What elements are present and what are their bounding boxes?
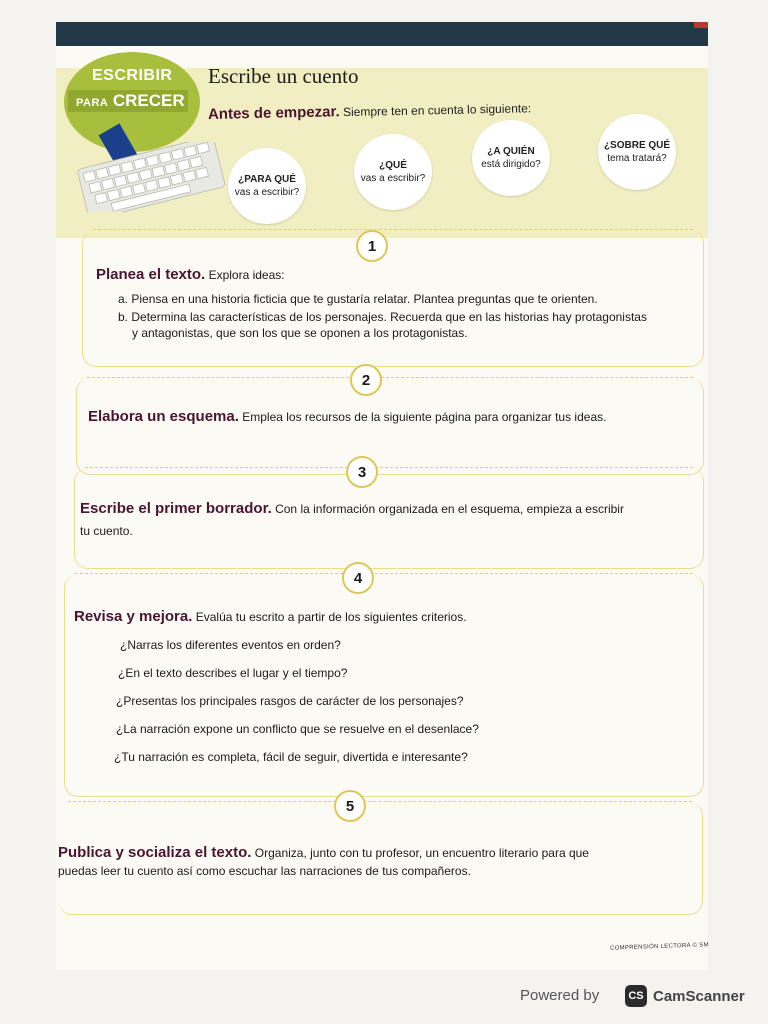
step-2-text: Emplea los recursos de la siguiente página para organizar tus ideas.: [242, 410, 607, 424]
step-1-item-a-text: Piensa en una historia ficticia que te gustaría relatar. Plantea preguntas que te orienten.: [131, 292, 598, 306]
bubble-a-quien: [472, 120, 550, 196]
criterion-5: ¿Tu narración es completa, fácil de seguir, divertida e interesante?: [114, 750, 468, 764]
step-5-heading: [58, 844, 589, 861]
worksheet-page: [56, 22, 708, 970]
step-1-title: Planea el texto.: [96, 266, 206, 283]
bubble-que: [354, 134, 432, 210]
step-3-title: Escribe el primer borrador.: [80, 500, 272, 517]
intro-lead: Antes de empezar.: [207, 103, 340, 123]
section-4-divider: [75, 573, 693, 574]
bubble-1-text: vas a escribir?: [234, 187, 300, 198]
step-3-text-cont: tu cuento.: [80, 524, 133, 538]
step-4-heading: [74, 608, 467, 625]
step-4-title: Revisa y mejora.: [74, 608, 193, 625]
top-bar: [56, 22, 708, 46]
badge-line1: ESCRIBIR: [92, 67, 173, 84]
step-2-title: Elabora un esquema.: [88, 408, 239, 425]
badge-crecer: CRECER: [112, 91, 185, 110]
intro-text: Siempre ten en cuenta lo siguiente:: [342, 101, 532, 120]
step-1-item-b-text: Determina las características de los personajes. Recuerda que en las historias hay protagonistas: [131, 310, 647, 324]
bubble-3-bold: ¿A QUIÉN: [487, 146, 535, 157]
step-5-text-cont: puedas leer tu cuento así como escuchar las narraciones de tus compañeros.: [58, 864, 471, 878]
step-2-number: 2: [350, 364, 382, 396]
section-5-divider: [68, 801, 692, 802]
bubble-2-text: vas a escribir?: [360, 173, 426, 184]
top-bar-accent: [694, 22, 708, 28]
step-1-number: 1: [356, 230, 388, 262]
bubble-para-que: [228, 148, 306, 224]
step-1-item-a: [118, 292, 598, 306]
section-1-divider: [93, 229, 693, 230]
bubble-1-bold: ¿PARA QUÉ: [238, 174, 296, 185]
camscanner-brand: CamScanner: [653, 988, 745, 1005]
step-4-number: 4: [342, 562, 374, 594]
bubble-sobre-que: [598, 114, 676, 190]
step-1-item-a-marker: a.: [118, 292, 129, 306]
criterion-3: ¿Presentas los principales rasgos de carácter de los personajes?: [116, 694, 464, 708]
step-5-title: Publica y socializa el texto.: [58, 844, 252, 861]
bubble-3-text: está dirigido?: [481, 159, 541, 170]
criterion-4: ¿La narración expone un conflicto que se resuelve en el desenlace?: [116, 722, 479, 736]
powered-by-label: Powered by: [520, 987, 600, 1004]
step-1-item-b-cont: y antagonistas, que son los que se oponen a los protagonistas.: [132, 326, 468, 340]
bubble-4-bold: ¿SOBRE QUÉ: [603, 140, 671, 151]
section-2: [76, 378, 704, 475]
bubble-4-text: tema tratará?: [607, 153, 667, 164]
bubble-2-bold: ¿QUÉ: [379, 160, 407, 171]
badge-para: PARA: [76, 97, 109, 109]
step-2-heading: [88, 408, 606, 425]
step-1-item-b-marker: b.: [118, 310, 129, 324]
section-3-divider: [85, 467, 693, 468]
step-5-number: 5: [334, 790, 366, 822]
keyboard-icon: [76, 142, 226, 212]
camscanner-logo-icon: CS: [625, 985, 647, 1007]
step-5-text: Organiza, junto con tu profesor, un encuentro literario para que: [254, 846, 589, 860]
step-1-text: Explora ideas:: [208, 268, 285, 282]
section-2-divider: [87, 377, 693, 378]
step-3-heading: [80, 500, 624, 517]
criterion-2: ¿En el texto describes el lugar y el tiempo?: [118, 666, 348, 680]
step-3-number: 3: [346, 456, 378, 488]
step-4-text: Evalúa tu escrito a partir de los siguientes criterios.: [195, 610, 467, 624]
activity-title: Escribe un cuento: [208, 64, 359, 88]
section-3: [74, 468, 704, 569]
step-1-item-b: [118, 310, 647, 324]
step-3-text: Con la información organizada en el esquema, empieza a escribir: [275, 502, 624, 516]
page-footer: COMPRENSIÓN LECTORA © SM: [609, 942, 709, 952]
badge-line2: [76, 91, 185, 111]
step-1-heading: [96, 266, 285, 283]
criterion-1: ¿Narras los diferentes eventos en orden?: [120, 638, 341, 652]
